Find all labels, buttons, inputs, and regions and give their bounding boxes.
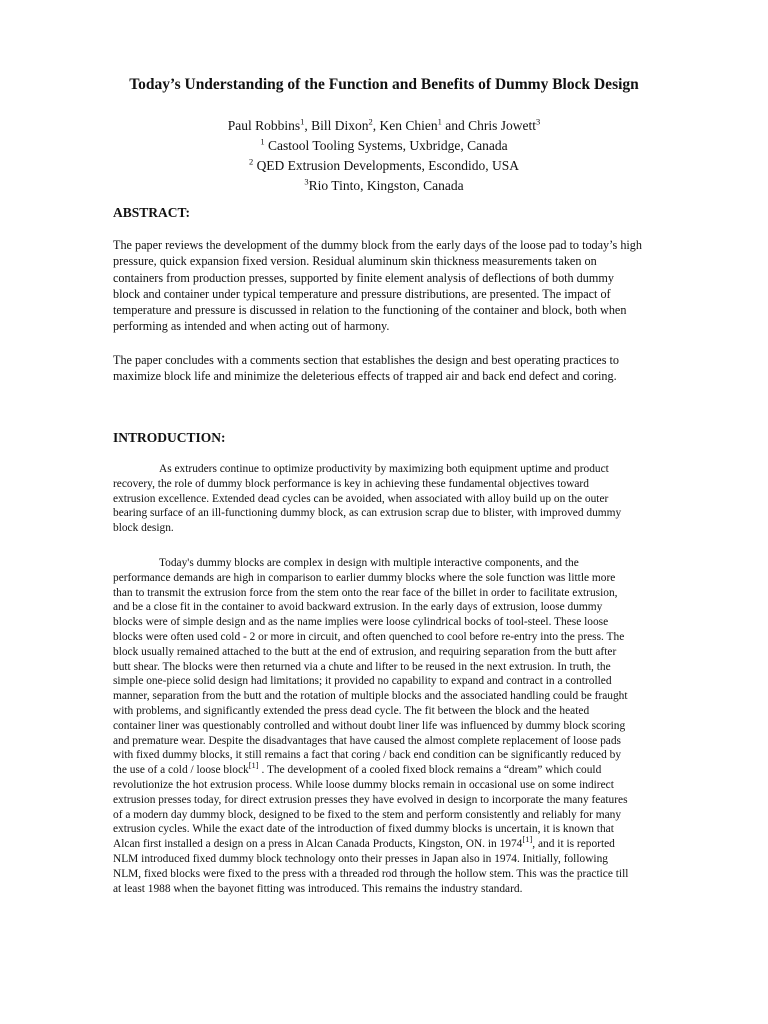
introduction-heading: INTRODUCTION: — [113, 430, 226, 445]
author-superscript: 3 — [536, 116, 541, 127]
introduction-paragraph — [113, 556, 633, 896]
introduction-paragraph: As extruders continue to optimize productivity by maximizing both equipment uptime and product recovery, the role of dummy block performance is key in achieving these fundamental objectives toward extrusion excellence. Extended dead cycles can be avoided, when associated with alloy build up on the outer bearing surface of an ill-functioning dummy block, as can extrusion scrap due to blister, with improved dummy block design. — [113, 463, 622, 535]
affiliation-line — [120, 156, 648, 176]
citation-reference: [1] — [522, 834, 533, 845]
affiliation-superscript: 1 — [260, 136, 265, 147]
affiliation-text: Castool Tooling Systems, Uxbridge, Canada — [264, 138, 508, 153]
paragraph-text: . The development of a cooled fixed block remains a “dream” which could revolutionize the hot extrusion process. While loose dummy blocks remain in occasional use on some indirect extrusion presses today, for direct extrusion presses they have evolved in design to incorporate the many features of a modern day dummy block, designed to be fixed to the stem and perform consistently and reliably for many extrusion cycles. While the exact date of the introduction of fixed dummy blocks is uncertain, it is known that Alcan first installed a design on a press in Alcan Canada Products, Kingston, ON. in 1974 — [113, 764, 628, 851]
author-name: and Chris Jowett — [441, 118, 537, 133]
abstract-heading: ABSTRACT: — [113, 205, 191, 220]
affiliation-text: Rio Tinto, Kingston, Canada — [308, 178, 464, 193]
author-superscript: 2 — [368, 116, 373, 127]
paragraph-text: , and it is reported NLM introduced fixed dummy block technology onto their presses in Japan also in 1974. Initially, following NLM, fixed blocks were fixed to the press with a threaded rod through the hollow stem. This was the practice till at least 1988 when the bayonet fitting was introduced. This remains the industry standard. — [113, 838, 629, 895]
author-name: , Ken Chien — [372, 118, 438, 133]
paragraph-text: Today's dummy blocks are complex in design with multiple interactive components, and the performance demands are high in comparison to earlier dummy blocks where the sole function was little more than to transmit the extrusion force from the stem onto the rear face of the billet in order to facilitate extrusion, and be a close fit in the container to avoid backward extrusion. In the early days of extrusion, loose dummy blocks were of simple design and as the name implies were loose cylindrical bocks of tool-steel. These loose blocks were often used cold - 2 or more in circuit, and often quenched to cool before re-entry into the press. The block usually remained attached to the butt at the end of extrusion, and requiring separation from the butt after butt shear. The blocks were then returned via a chute and lifter to be reused in the next extrusion. In truth, the simple one-piece solid design had limitations; it provided no capability to expand and contract in a controlled manner, separation from the butt and the rotation of multiple blocks and the associated handling could be fraught with problems, and significantly extended the press dead cycle. The fit between the block and the heated container liner was questionably controlled and without doubt liner life was influenced by dummy block scoring and premature wear. Despite the disadvantages that have caused the almost complete replacement of loose pads with fixed dummy blocks, it still remains a fact that coring / back end condition can be significantly reduced by the use of a cold / loose block — [113, 557, 628, 777]
citation-reference: [1] — [248, 760, 259, 771]
affiliation-superscript: 2 — [248, 156, 254, 167]
affiliation-line — [120, 136, 648, 156]
affiliation-line — [120, 176, 648, 196]
author-line — [120, 116, 648, 136]
abstract-paragraph: The paper concludes with a comments section that establishes the design and best operating practices to maximize block life and minimize the deleterious effects of trapped air and back end defect and coring. — [113, 353, 619, 384]
affiliation-superscript: 3 — [304, 176, 309, 187]
abstract-paragraph: The paper reviews the development of the dummy block from the early days of the loose pad to today’s high pressure, quick expansion fixed version. Residual aluminum skin thickness measurements taken on containers from production presses, supported by finite element analysis of deflections of both dummy block and container under typical temperature and pressure distributions, are presented. The impact of temperature and pressure is discussed in relation to the functioning of the container and block, both when performing as intended and when acting out of harmony. — [113, 238, 642, 334]
author-superscript: 1 — [300, 116, 305, 127]
paper-title: Today’s Understanding of the Function and Benefits of Dummy Block Design — [129, 76, 639, 93]
author-superscript: 1 — [437, 116, 442, 127]
author-block — [120, 116, 648, 196]
author-name: Paul Robbins — [227, 118, 301, 133]
author-name: , Bill Dixon — [304, 118, 369, 133]
affiliation-text: QED Extrusion Developments, Escondido, USA — [253, 158, 520, 173]
